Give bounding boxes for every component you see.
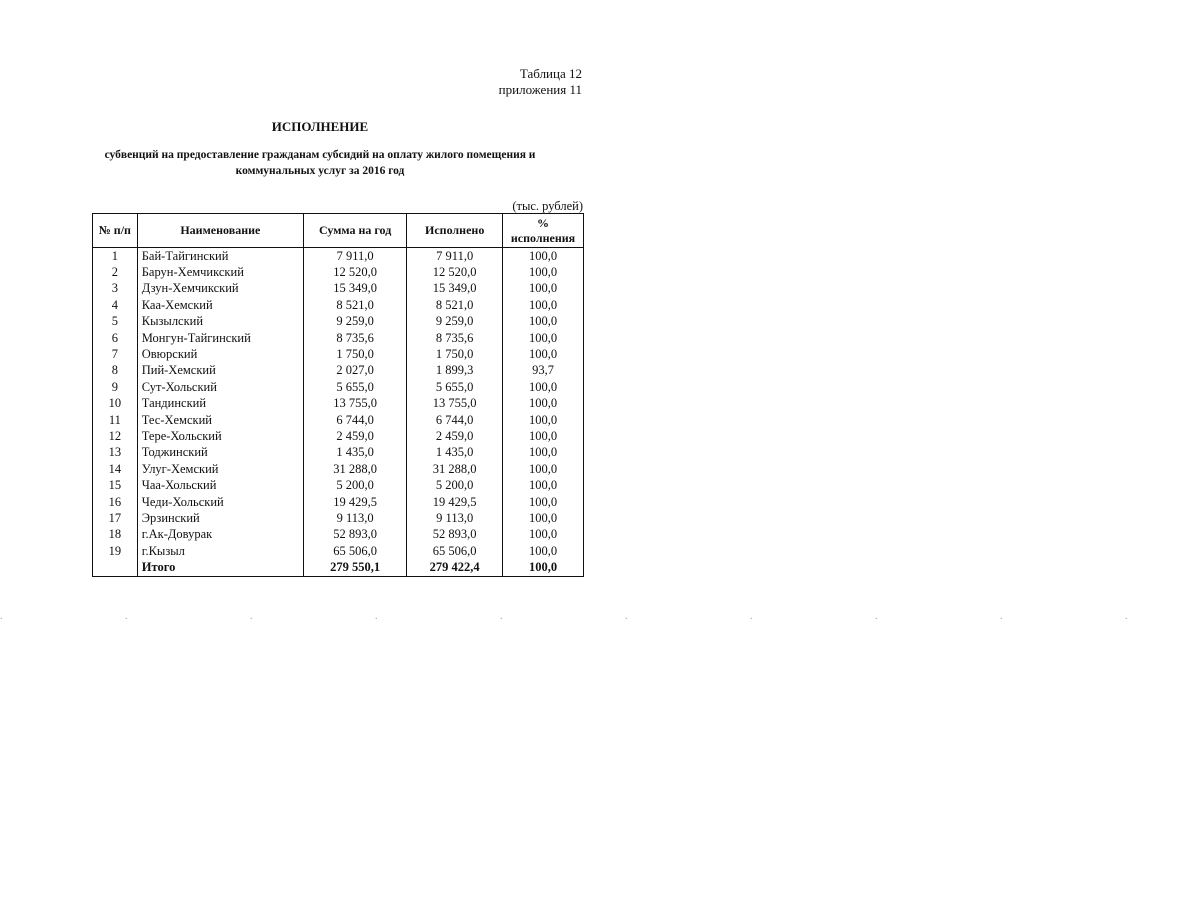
table-reference (499, 66, 582, 98)
cell-pct: 100,0 (503, 330, 584, 346)
total-num-cell (93, 559, 138, 576)
cell-done: 52 893,0 (407, 527, 503, 543)
cell-done: 15 349,0 (407, 281, 503, 297)
cell-name: Тере-Хольский (137, 428, 303, 444)
cell-num: 5 (93, 314, 138, 330)
col-header-pct (503, 214, 584, 248)
cell-done: 1 899,3 (407, 363, 503, 379)
cell-name: Монгун-Тайгинский (137, 330, 303, 346)
table-row (93, 494, 584, 510)
cell-pct: 100,0 (503, 494, 584, 510)
cell-num: 17 (93, 510, 138, 526)
cell-name: Барун-Хемчикский (137, 264, 303, 280)
cell-plan: 9 113,0 (303, 510, 406, 526)
cell-plan: 12 520,0 (303, 264, 406, 280)
table-row (93, 379, 584, 395)
cell-pct: 100,0 (503, 461, 584, 477)
cell-name: Тоджинский (137, 445, 303, 461)
cell-pct: 100,0 (503, 527, 584, 543)
col-header-name: Наименование (137, 214, 303, 248)
cell-plan: 65 506,0 (303, 543, 406, 559)
table-row (93, 264, 584, 280)
cell-done: 8 521,0 (407, 297, 503, 313)
cell-pct: 100,0 (503, 543, 584, 559)
cell-num: 6 (93, 330, 138, 346)
cell-plan: 1 750,0 (303, 346, 406, 362)
cell-done: 9 113,0 (407, 510, 503, 526)
cell-pct: 100,0 (503, 379, 584, 395)
cell-num: 16 (93, 494, 138, 510)
page-edge-dots: . . . . . . . . . . (0, 611, 1188, 622)
cell-done: 6 744,0 (407, 412, 503, 428)
cell-name: Чеди-Хольский (137, 494, 303, 510)
cell-pct: 100,0 (503, 281, 584, 297)
cell-num: 2 (93, 264, 138, 280)
cell-plan: 52 893,0 (303, 527, 406, 543)
cell-name: г.Кызыл (137, 543, 303, 559)
cell-name: Эрзинский (137, 510, 303, 526)
cell-done: 5 655,0 (407, 379, 503, 395)
cell-pct: 100,0 (503, 396, 584, 412)
cell-pct: 100,0 (503, 314, 584, 330)
table-row (93, 461, 584, 477)
cell-plan: 8 735,6 (303, 330, 406, 346)
cell-plan: 5 200,0 (303, 477, 406, 493)
cell-done: 2 459,0 (407, 428, 503, 444)
subtitle-line-2: коммунальных услуг за 2016 год (235, 165, 405, 177)
col-header-pct-sign: % (537, 215, 550, 230)
total-done: 279 422,4 (407, 559, 503, 576)
cell-num: 7 (93, 346, 138, 362)
cell-done: 13 755,0 (407, 396, 503, 412)
cell-done: 12 520,0 (407, 264, 503, 280)
total-row (93, 559, 584, 576)
cell-plan: 15 349,0 (303, 281, 406, 297)
appendix-label: приложения 11 (498, 82, 582, 97)
table-row (93, 396, 584, 412)
table-row (93, 477, 584, 493)
cell-done: 1 750,0 (407, 346, 503, 362)
cell-plan: 31 288,0 (303, 461, 406, 477)
cell-name: Пий-Хемский (137, 363, 303, 379)
table-row (93, 281, 584, 297)
page-title: ИСПОЛНЕНИЕ (271, 119, 369, 134)
cell-num: 19 (93, 543, 138, 559)
table-row (93, 314, 584, 330)
cell-pct: 93,7 (503, 363, 584, 379)
cell-done: 31 288,0 (407, 461, 503, 477)
cell-pct: 100,0 (503, 445, 584, 461)
cell-name: Сут-Хольский (137, 379, 303, 395)
page-subtitle (100, 147, 540, 179)
cell-plan: 2 027,0 (303, 363, 406, 379)
subtitle-line-1: субвенций на предоставление гражданам субсидий на оплату жилого помещения и (104, 149, 536, 161)
cell-num: 3 (93, 281, 138, 297)
cell-done: 19 429,5 (407, 494, 503, 510)
cell-plan: 5 655,0 (303, 379, 406, 395)
total-label: Итого (137, 559, 303, 576)
col-header-pct-label: исполнения (510, 230, 576, 245)
total-plan: 279 550,1 (303, 559, 406, 576)
cell-done: 5 200,0 (407, 477, 503, 493)
cell-name: Овюрский (137, 346, 303, 362)
table-header-row (93, 214, 584, 248)
table-row (93, 510, 584, 526)
cell-done: 1 435,0 (407, 445, 503, 461)
cell-name: Кызылский (137, 314, 303, 330)
cell-done: 7 911,0 (407, 248, 503, 265)
cell-num: 8 (93, 363, 138, 379)
table-row (93, 248, 584, 265)
cell-plan: 1 435,0 (303, 445, 406, 461)
table-row (93, 412, 584, 428)
cell-name: Чаа-Хольский (137, 477, 303, 493)
cell-done: 8 735,6 (407, 330, 503, 346)
table-row (93, 363, 584, 379)
units-note: (тыс. рублей) (512, 199, 583, 213)
cell-done: 65 506,0 (407, 543, 503, 559)
cell-pct: 100,0 (503, 346, 584, 362)
cell-name: г.Ак-Довурак (137, 527, 303, 543)
cell-plan: 8 521,0 (303, 297, 406, 313)
cell-num: 10 (93, 396, 138, 412)
cell-num: 18 (93, 527, 138, 543)
cell-name: Дзун-Хемчикский (137, 281, 303, 297)
cell-pct: 100,0 (503, 248, 584, 265)
total-pct: 100,0 (503, 559, 584, 576)
cell-name: Тандинский (137, 396, 303, 412)
table-row (93, 428, 584, 444)
cell-name: Каа-Хемский (137, 297, 303, 313)
table-row (93, 297, 584, 313)
cell-plan: 13 755,0 (303, 396, 406, 412)
cell-name: Тес-Хемский (137, 412, 303, 428)
cell-pct: 100,0 (503, 477, 584, 493)
cell-name: Улуг-Хемский (137, 461, 303, 477)
cell-num: 4 (93, 297, 138, 313)
cell-pct: 100,0 (503, 412, 584, 428)
table-row (93, 543, 584, 559)
cell-num: 15 (93, 477, 138, 493)
cell-num: 14 (93, 461, 138, 477)
cell-num: 13 (93, 445, 138, 461)
cell-done: 9 259,0 (407, 314, 503, 330)
table-row (93, 527, 584, 543)
table-row (93, 346, 584, 362)
cell-pct: 100,0 (503, 428, 584, 444)
cell-num: 1 (93, 248, 138, 265)
table-row (93, 330, 584, 346)
cell-num: 12 (93, 428, 138, 444)
cell-pct: 100,0 (503, 264, 584, 280)
cell-plan: 6 744,0 (303, 412, 406, 428)
cell-name: Бай-Тайгинский (137, 248, 303, 265)
cell-pct: 100,0 (503, 510, 584, 526)
col-header-done: Исполнено (407, 214, 503, 248)
cell-plan: 2 459,0 (303, 428, 406, 444)
col-header-plan: Сумма на год (303, 214, 406, 248)
cell-plan: 19 429,5 (303, 494, 406, 510)
execution-table (92, 213, 584, 577)
cell-plan: 7 911,0 (303, 248, 406, 265)
cell-pct: 100,0 (503, 297, 584, 313)
cell-plan: 9 259,0 (303, 314, 406, 330)
table-number-label: Таблица 12 (519, 66, 582, 81)
table-row (93, 445, 584, 461)
cell-num: 11 (93, 412, 138, 428)
cell-num: 9 (93, 379, 138, 395)
col-header-num: № п/п (93, 214, 138, 248)
